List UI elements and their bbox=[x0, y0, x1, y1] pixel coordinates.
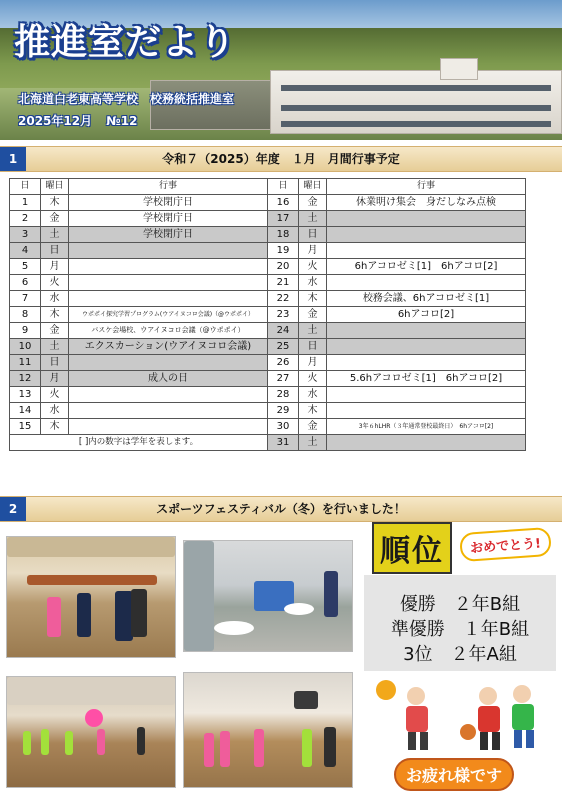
basketball-icon bbox=[460, 724, 476, 740]
weekday-cell: 火 bbox=[299, 371, 327, 387]
day-cell: 22 bbox=[268, 291, 299, 307]
ranking-title: 順位 bbox=[372, 522, 452, 574]
event-cell: エクスカーション(ウアイヌコロ会議) bbox=[69, 339, 268, 355]
header-banner bbox=[0, 0, 562, 140]
weekday-cell: 月 bbox=[41, 259, 69, 275]
issue-info bbox=[18, 112, 147, 129]
photo-team-match bbox=[183, 672, 353, 788]
day-cell: 7 bbox=[10, 291, 41, 307]
weekday-cell: 金 bbox=[41, 211, 69, 227]
event-cell bbox=[327, 435, 526, 451]
table-row bbox=[10, 435, 526, 451]
header-weekday: 曜日 bbox=[299, 179, 327, 195]
event-calendar-table bbox=[9, 178, 526, 451]
day-cell: 2 bbox=[10, 211, 41, 227]
header-day: 日 bbox=[10, 179, 41, 195]
thanks-badge: お疲れ様です bbox=[394, 758, 514, 791]
event-cell: 成人の日 bbox=[69, 371, 268, 387]
day-cell: 13 bbox=[10, 387, 41, 403]
ranking-first: 優勝 ２年B組 bbox=[399, 594, 521, 615]
event-cell bbox=[327, 275, 526, 291]
day-cell: 9 bbox=[10, 323, 41, 339]
newsletter-title: 推進室だより bbox=[14, 22, 237, 63]
event-cell: 学校閉庁日 bbox=[69, 195, 268, 211]
weekday-cell: 月 bbox=[299, 243, 327, 259]
ranking-third: 3位 ２年A組 bbox=[403, 644, 517, 665]
weekday-cell: 土 bbox=[299, 211, 327, 227]
table-row bbox=[10, 259, 526, 275]
sports-illustration bbox=[372, 676, 556, 756]
day-cell: 8 bbox=[10, 307, 41, 323]
section-2-number: 2 bbox=[0, 497, 26, 521]
issue-date: 2025年12月 bbox=[18, 114, 93, 128]
table-row bbox=[10, 243, 526, 259]
weekday-cell: 日 bbox=[299, 227, 327, 243]
table-row bbox=[10, 403, 526, 419]
day-cell: 18 bbox=[268, 227, 299, 243]
issue-number: №12 bbox=[106, 114, 138, 128]
day-cell: 24 bbox=[268, 323, 299, 339]
weekday-cell: 木 bbox=[41, 195, 69, 211]
weekday-cell: 水 bbox=[41, 403, 69, 419]
event-cell bbox=[69, 291, 268, 307]
school-building bbox=[270, 70, 562, 134]
weekday-cell: 水 bbox=[41, 291, 69, 307]
weekday-cell: 水 bbox=[299, 275, 327, 291]
event-cell bbox=[327, 323, 526, 339]
school-tower bbox=[440, 58, 478, 80]
photo-curling bbox=[183, 540, 353, 652]
event-cell bbox=[69, 355, 268, 371]
day-cell: 23 bbox=[268, 307, 299, 323]
event-cell bbox=[69, 275, 268, 291]
weekday-cell: 土 bbox=[299, 323, 327, 339]
day-cell: 25 bbox=[268, 339, 299, 355]
header-event: 行事 bbox=[327, 179, 526, 195]
day-cell: 6 bbox=[10, 275, 41, 291]
event-cell bbox=[327, 243, 526, 259]
header-weekday: 曜日 bbox=[41, 179, 69, 195]
event-cell: 6hアコロゼミ[1] 6hアコロ[2] bbox=[327, 259, 526, 275]
day-cell: 15 bbox=[10, 419, 41, 435]
photo-dodgeball bbox=[6, 536, 176, 658]
event-cell bbox=[69, 243, 268, 259]
table-row bbox=[10, 291, 526, 307]
weekday-cell: 金 bbox=[299, 419, 327, 435]
table-row bbox=[10, 387, 526, 403]
event-cell: 休業明け集会 身だしなみ点検 bbox=[327, 195, 526, 211]
table-row bbox=[10, 275, 526, 291]
table-row bbox=[10, 323, 526, 339]
day-cell: 4 bbox=[10, 243, 41, 259]
weekday-cell: 木 bbox=[41, 419, 69, 435]
weekday-cell: 木 bbox=[299, 291, 327, 307]
weekday-cell: 月 bbox=[41, 371, 69, 387]
section-2-title: スポーツフェスティバル（冬）を行いました！ bbox=[156, 502, 406, 516]
table-row bbox=[10, 371, 526, 387]
day-cell: 31 bbox=[268, 435, 299, 451]
section-1-bar bbox=[0, 146, 562, 172]
day-cell: 1 bbox=[10, 195, 41, 211]
weekday-cell: 土 bbox=[41, 227, 69, 243]
event-cell: 6hアコロ[2] bbox=[327, 307, 526, 323]
event-cell: 5.6hアコロゼミ[1] 6hアコロ[2] bbox=[327, 371, 526, 387]
weekday-cell: 水 bbox=[299, 387, 327, 403]
table-row bbox=[10, 419, 526, 435]
ranking-second: 準優勝 １年B組 bbox=[390, 619, 530, 640]
table-header-row bbox=[10, 179, 526, 195]
table-row bbox=[10, 211, 526, 227]
section-1-title: 令和７（2025）年度 １月 月間行事予定 bbox=[162, 152, 400, 166]
section-2-bar bbox=[0, 496, 562, 522]
weekday-cell: 木 bbox=[41, 307, 69, 323]
day-cell: 19 bbox=[268, 243, 299, 259]
day-cell: 16 bbox=[268, 195, 299, 211]
event-cell: 学校閉庁日 bbox=[69, 211, 268, 227]
table-row bbox=[10, 339, 526, 355]
event-cell: 3年６hLHR（３年通常登校最終日） 6hアコロ[2] bbox=[327, 419, 526, 435]
table-row bbox=[10, 307, 526, 323]
weekday-cell: 日 bbox=[41, 243, 69, 259]
event-cell bbox=[69, 387, 268, 403]
event-cell bbox=[69, 259, 268, 275]
day-cell: 11 bbox=[10, 355, 41, 371]
weekday-cell: 土 bbox=[41, 339, 69, 355]
weekday-cell: 火 bbox=[41, 275, 69, 291]
event-cell bbox=[327, 339, 526, 355]
day-cell: 17 bbox=[268, 211, 299, 227]
weekday-cell: 金 bbox=[299, 195, 327, 211]
event-cell bbox=[327, 387, 526, 403]
event-cell bbox=[69, 419, 268, 435]
event-cell: 学校閉庁日 bbox=[69, 227, 268, 243]
weekday-cell: 火 bbox=[41, 387, 69, 403]
weekday-cell: 火 bbox=[299, 259, 327, 275]
weekday-cell: 金 bbox=[299, 307, 327, 323]
event-cell bbox=[327, 211, 526, 227]
day-cell: 20 bbox=[268, 259, 299, 275]
table-note: [ ]内の数字は学年を表します。 bbox=[10, 435, 268, 451]
header-event: 行事 bbox=[69, 179, 268, 195]
header-day: 日 bbox=[268, 179, 299, 195]
section-1-number: 1 bbox=[0, 147, 26, 171]
event-cell bbox=[327, 355, 526, 371]
congrats-badge: おめでとう! bbox=[459, 527, 552, 562]
table-row bbox=[10, 355, 526, 371]
photo-balloon-game bbox=[6, 676, 176, 788]
day-cell: 29 bbox=[268, 403, 299, 419]
weekday-cell: 金 bbox=[41, 323, 69, 339]
day-cell: 21 bbox=[268, 275, 299, 291]
event-cell: 校務会議、6hアコロゼミ[1] bbox=[327, 291, 526, 307]
day-cell: 5 bbox=[10, 259, 41, 275]
event-cell bbox=[327, 403, 526, 419]
school-name: 北海道白老東高等学校 校務統括推進室 bbox=[18, 92, 235, 106]
table-row bbox=[10, 227, 526, 243]
day-cell: 10 bbox=[10, 339, 41, 355]
weekday-cell: 日 bbox=[299, 339, 327, 355]
weekday-cell: 木 bbox=[299, 403, 327, 419]
ball-icon bbox=[376, 680, 396, 700]
table-row bbox=[10, 195, 526, 211]
event-cell: バスケ会場校、ウアイヌコロ会議（@ウポポイ） bbox=[69, 323, 268, 339]
day-cell: 27 bbox=[268, 371, 299, 387]
weekday-cell: 日 bbox=[41, 355, 69, 371]
day-cell: 12 bbox=[10, 371, 41, 387]
day-cell: 14 bbox=[10, 403, 41, 419]
day-cell: 3 bbox=[10, 227, 41, 243]
day-cell: 28 bbox=[268, 387, 299, 403]
weekday-cell: 月 bbox=[299, 355, 327, 371]
event-cell: ウポポイ探究学習プログラム(ウアイヌコロ会議)（@ウポポイ） bbox=[69, 307, 268, 323]
weekday-cell: 土 bbox=[299, 435, 327, 451]
day-cell: 26 bbox=[268, 355, 299, 371]
event-cell bbox=[69, 403, 268, 419]
event-cell bbox=[327, 227, 526, 243]
day-cell: 30 bbox=[268, 419, 299, 435]
